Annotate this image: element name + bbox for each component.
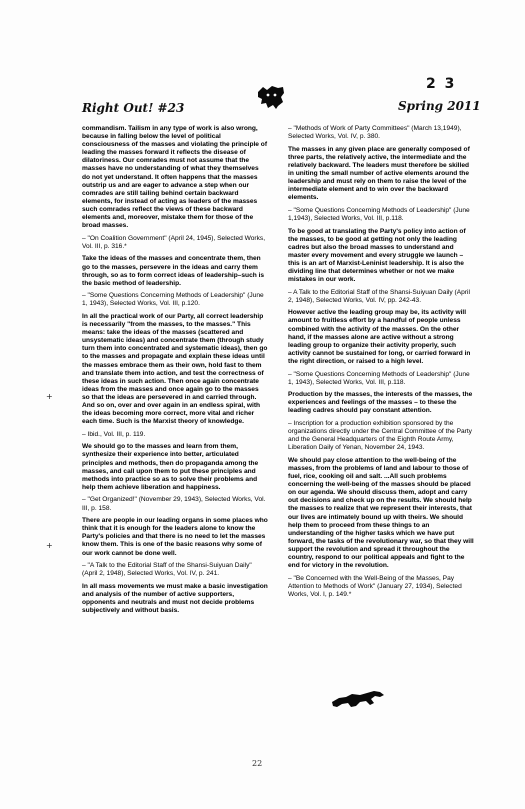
citation: – "Get Organized!" (November 29, 1943), Selected Works, Vol. III, p. 158.	[82, 496, 266, 512]
margin-mark: +	[46, 541, 53, 550]
quote-paragraph: Production by the masses, the interests of the masses, the experiences and feelings of the masses – to these the leading cadres should pay constant attention.	[288, 391, 473, 415]
quote-paragraph: We should go to the masses and learn from them, synthesize their experience into better, articulated principles and methods, then do propaganda among the masses, and call upon them to put these principles and methods into practice so as to solve their problems and help them achieve liberation and happiness.	[82, 443, 259, 491]
citation: – Ibid., Vol. III, p. 119.	[82, 430, 146, 438]
citation: – "Some Questions Concerning Methods of Leadership" (June 1, 1943), Selected Works, Vol. III, p.118.	[288, 370, 470, 386]
quote-paragraph: Take the ideas of the masses and concentrate them, then go to the masses, persevere in the ideas and carry them through, so as to form correct ideas of leadership–such is the basic method of leadership.	[82, 255, 265, 287]
margin-mark: +	[46, 392, 53, 401]
citation: – A Talk to the Editorial Staff of the Shansi-Suiyuan Daily (April 2, 1948), Selected Works, Vol. IV, pp. 242-43.	[288, 288, 470, 304]
quote-paragraph: The masses in any given place are generally composed of three parts, the relatively active, the intermediate and the relatively backward. The leaders must therefore be skilled in uniting the small number of active elements around the leadership and must rely on them to raise the level of the intermediate element and to win over the backward elements.	[288, 145, 470, 202]
quote-paragraph: To be good at translating the Party's policy into action of the masses, to be good at getting not only the leading cadres but also the broad masses to understand and master every movement and every struggle we launch – this is an art of Marxist-Leninist leadership. It is also the dividing line that determines whether or not we make mistakes in our work.	[288, 227, 466, 284]
issue-number: 2 3	[426, 76, 457, 92]
citation: – "Some Questions Concerning Methods of Leadership" (June 1,1943), Selected Works, Vol. III, p.118.	[288, 206, 470, 222]
leaping-panther-icon	[330, 688, 386, 710]
citation: – Inscription for a production exhibition sponsored by the organizations directly under the Central Committee of the Party and the General Headquarters of the Eighth Route Army, Liberation Daily of Yenan, November 24, 1943.	[288, 420, 472, 452]
quote-paragraph: There are people in our leading organs in some places who think that it is enough for the leaders alone to know the Party's policies and that there is no need to let the masses know them. This is one of the basic reasons why some of our work cannot be done well.	[82, 517, 268, 557]
page-number: 22	[252, 759, 263, 768]
publication-title: Right Out! #23	[82, 101, 185, 115]
panther-head-icon	[256, 84, 286, 110]
citation: – "Methods of Work of Party Committees" (March 13,1949), Selected Works, Vol. IV, p. 380.	[288, 125, 462, 141]
quote-paragraph: commandism. Tailism in any type of work is also wrong, because in falling below the level of political consciousness of the masses and violating the principle of leading the masses forward it reflects the disease of dilatoriness. Our comrades must not assume that the masses have no understanding of what they themselves do not yet understand. It often happens that the masses outstrip us and are eager to advance a step when our comrades are still tailing behind certain backward elements, for instead of acting as leaders of the masses such comrades reflect the views of these backward elements and, moreover, mistake them for those of the broad masses.	[82, 125, 268, 230]
citation: – "A Talk to the Editorial Staff of the Shansi-Suiyuan Daily" (April 2, 1948), Selected Works, Vol. IV, p. 241.	[82, 562, 252, 578]
citation: – "Be Concerned with the Well-Being of the Masses, Pay Attention to Methods of Work" (January 27, 1934), Selected Works, Vol. I, p. 149.*	[288, 574, 462, 598]
quote-paragraph: However active the leading group may be, its activity will amount to fruitless effort by a handful of people unless combined with the activity of the masses. On the other hand, if the masses alone are active without a strong leading group to organize their activity properly, such activity cannot be sustained for long, or carried forward in the right direction, or raised to a high level.	[288, 309, 471, 365]
issue-season: Spring 2011	[398, 99, 481, 113]
quote-paragraph: In all mass movements we must make a basic investigation and analysis of the number of active supporters, opponents and neutrals and must not decide problems subjectively and without basis.	[82, 582, 268, 615]
citation: – "On Coalition Government" (April 24, 1945), Selected Works, Vol. III, p. 316.*	[82, 234, 266, 250]
left-text-column	[82, 125, 268, 620]
quote-paragraph: We should pay close attention to the well-being of the masses, from the problems of land and labour to those of fuel, rice, cooking oil and salt. ...All such problems concerning the well-being of the masses should be placed on our agenda. We should discuss them, adopt and carry out decisions and check up on the results. We should help the masses to realize that we represent their interests, that our lives are intimately bound up with theirs. We should help them to proceed from these things to an understanding of the higher tasks which we have put forward, the tasks of the revolutionary war, so that they will support the revolution and spread it throughout the country, respond to our political appeals and fight to the end for victory in the revolution.	[288, 456, 474, 570]
citation: – "Some Questions Concerning Methods of Leadership" (June 1, 1943), Selected Works, Vol. III, p.120.	[82, 292, 264, 308]
quote-paragraph: In all the practical work of our Party, all correct leadership is necessarily "from the masses, to the masses." This means: take the ideas of the masses (scattered and unsystematic ideas) and concentrate them (through study turn them into concentrated and systematic ideas), then go to the masses and propagate and explain these ideas until the masses embrace them as their own, hold fast to them and translate them into action, and test the correctness of these ideas in such action. Then once again concentrate ideas from the masses and once again go to the masses so that the ideas are persevered in and carried through. And so on, over and over again in an endless spiral, with the ideas becoming more correct, more vital and richer each time. Such is the Marxist theory of knowledge.	[82, 312, 268, 426]
right-text-column	[288, 125, 474, 603]
